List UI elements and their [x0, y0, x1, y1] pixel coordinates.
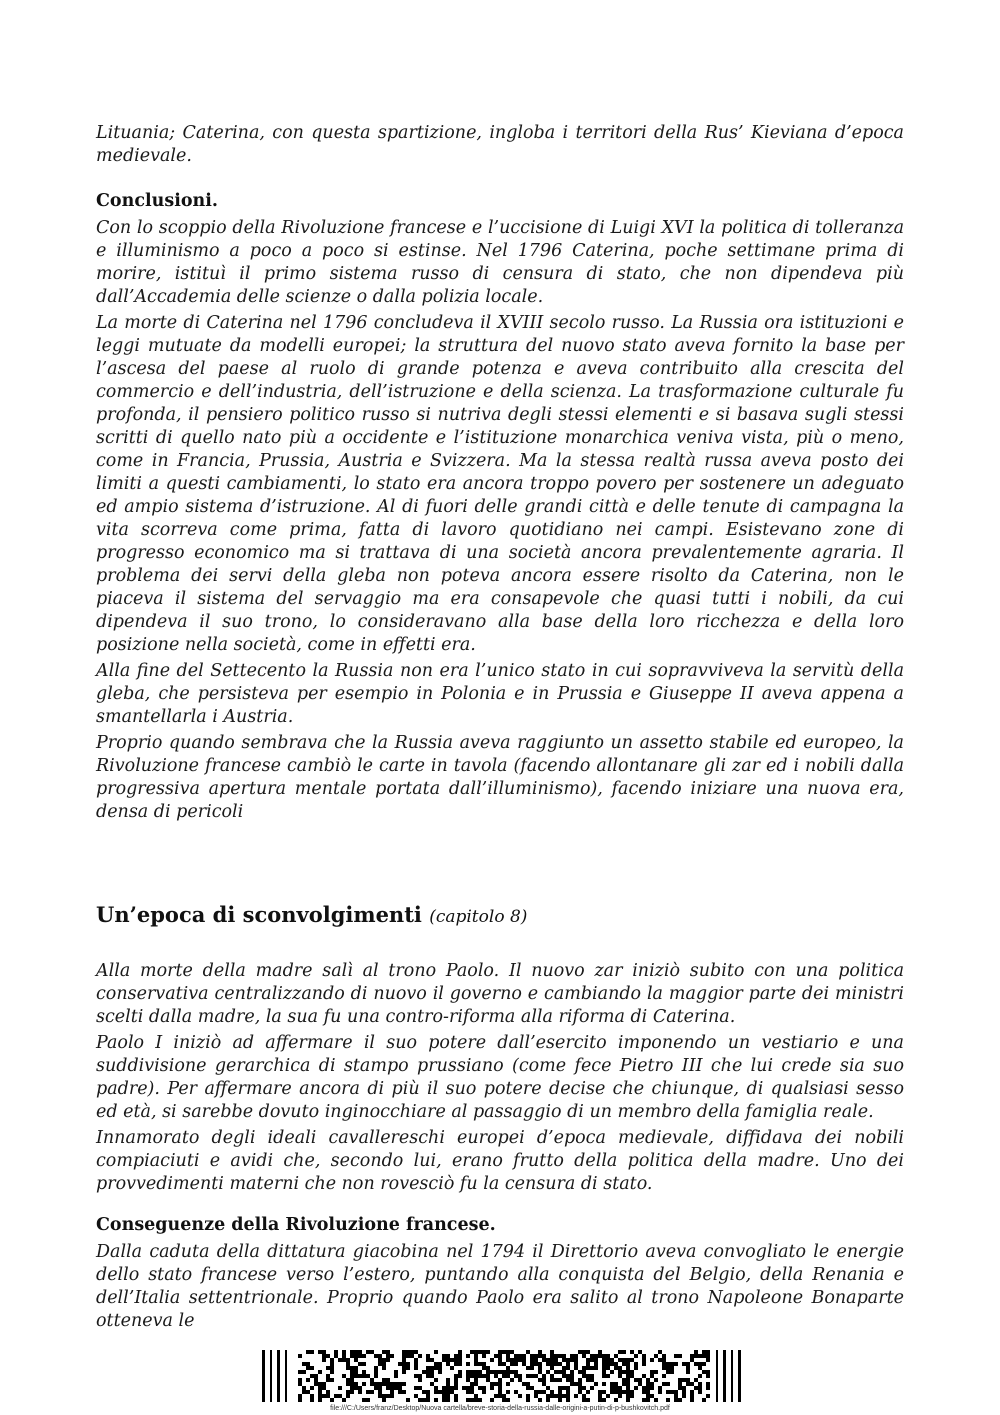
conclusioni-paragraph-3: Alla fine del Settecento la Russia non era l’unico stato in cui sopravviveva la servitù della gleba, che persisteva per esempio in Polonia e in Prussia e Giuseppe II aveva appena a smantellarla i Austria.: [96, 661, 904, 727]
conclusioni-paragraph-1: Con lo scoppio della Rivoluzione francese e l’uccisione di Luigi XVI la politica di tolleranza e illuminismo a poco a poco si estinse. Nel 1796 Caterina, poche settimane prima di morire, istituì il primo sistema russo di censura di stato, che non dipendeva più dall’Accademia delle scienze o dalla polizia locale.: [96, 218, 904, 307]
conseguenze-section: [96, 1214, 904, 1336]
chapter-section: [96, 960, 904, 1199]
chapter-subtitle: (capitolo 8): [429, 907, 528, 927]
top-section: [96, 122, 904, 171]
conseguenze-heading: Conseguenze della Rivoluzione francese.: [96, 1215, 496, 1235]
chapter-paragraph-1: Alla morte della madre salì al trono Paolo. Il nuovo zar iniziò subito con una politica conservativa centralizzando di nuovo il governo e cambiando la maggior parte dei ministri scelti dalla madre, la sua fu una contro-riforma alla riforma di Caterina.: [96, 961, 904, 1027]
conclusioni-section: [96, 190, 904, 827]
top-paragraph: Lituania; Caterina, con questa spartizione, ingloba i territori della Rus’ Kieviana d’epoca medievale.: [96, 123, 904, 166]
conclusioni-paragraph-2: La morte di Caterina nel 1796 concludeva il XVIII secolo russo. La Russia ora istituzioni e leggi mutuate da modelli europei; la struttura del nuovo stato aveva fornito la base per l’ascesa del paese al ruolo di grande potenza e aveva contribuito alla crescita del commercio e dell’industria, dell’istruzione e della scienza. La trasformazione culturale fu profonda, il pensiero politico russo si nutriva degli stessi elementi e si basava sugli stessi scritti di quello nato più a occidente e l’istituzione monarchica veniva vista, più o meno, come in Francia, Prussia, Austria e Svizzera. Ma la stessa realtà russa aveva posto dei limiti a questi cambiamenti, lo stato era ancora troppo povero per sostenere un adeguato ed ampio sistema d’istruzione. Al di fuori delle grandi città e delle tenute di campagna la vita scorreva come prima, fatta di lavoro quotidiano nei campi. Esistevano zone di progresso economico ma si trattava di una società ancora prevalentemente agraria. Il problema dei servi della gleba non poteva ancora essere risolto da Caterina, non le piaceva il sistema del servaggio ma era consapevole che quasi tutti i nobili, da cui dipendeva il suo trono, lo consideravano alla base della loro ricchezza e della loro posizione nella società, come in effetti era.: [96, 313, 904, 655]
chapter-paragraph-2: Paolo I iniziò ad affermare il suo potere dall’esercito imponendo un vestiario e una suddivisione gerarchica di stampo prussiano (come fece Pietro III che lui crede sia suo padre). Per affermare ancora di più il suo potere decise che chiunque, di qualsiasi sesso ed età, si sarebbe dovuto inginocchiare al passaggio di un membro della famiglia reale.: [96, 1033, 904, 1122]
conclusioni-heading: Conclusioni.: [96, 191, 218, 211]
file-path-footer: file:///C:/Users/franz/Desktop/Nuova cartella/breve-storia-della-russia-dalle-origini-a-putin-di-p-bushkovitch.pdf: [330, 1405, 670, 1412]
conseguenze-paragraph-1: Dalla caduta della dittatura giacobina nel 1794 il Direttorio aveva convogliato le energie dello stato francese verso l’estero, puntando alla conquista del Belgio, della Renania e dell’Italia settentrionale. Proprio quando Paolo era salito al trono Napoleone Bonaparte otteneva le: [96, 1242, 904, 1331]
chapter-paragraph-3: Innamorato degli ideali cavallereschi europei d’epoca medievale, diffidava dei nobili compiaciuti e avidi che, secondo lui, erano frutto della politica della madre. Uno dei provvedimenti materni che non rovesciò fu la censura di stato.: [96, 1128, 904, 1194]
chapter-title: Un’epoca di sconvolgimenti: [96, 902, 422, 927]
barcode-icon: [250, 1340, 752, 1406]
conclusioni-paragraph-4: Proprio quando sembrava che la Russia aveva raggiunto un assetto stabile ed europeo, la Rivoluzione francese cambiò le carte in tavola (facendo allontanare gli zar ed i nobili dalla progressiva apertura mentale portata dall’illuminismo), facendo iniziare una nuova era, densa di pericoli: [96, 733, 904, 822]
barcode-graphic: [250, 1340, 752, 1406]
chapter-heading: [96, 901, 904, 931]
